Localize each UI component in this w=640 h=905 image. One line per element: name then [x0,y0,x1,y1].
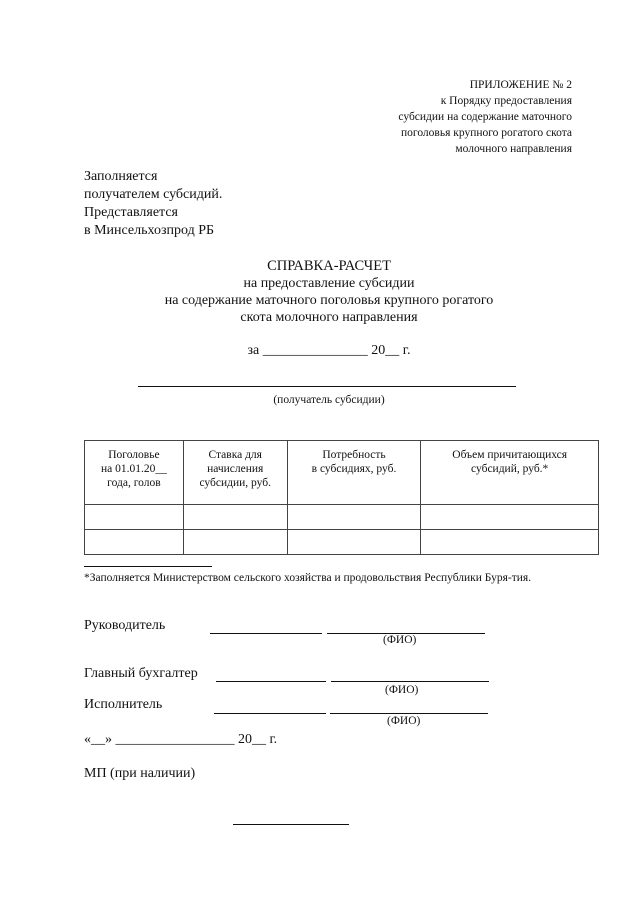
title-line: на предоставление субсидии [243,276,415,291]
title-line: скота молочного направления [240,310,418,325]
fio-caption: (ФИО) [383,634,417,646]
stamp-signature-field[interactable] [233,824,349,825]
appendix-line: субсидии на содержание маточного [398,111,572,123]
filler-note [84,168,222,240]
header-line: на 01.01.20__ [100,463,167,475]
calculation-table [84,440,599,555]
table-row [85,505,599,530]
stamp-label: МП (при наличии) [84,766,196,781]
executor-name-field[interactable] [330,713,488,714]
header-line: начисления [207,463,264,475]
filler-line: Заполняется [84,169,158,184]
document-title [84,258,574,326]
table-cell[interactable] [183,505,287,530]
header-amount [421,441,599,505]
date-line: «__» _________________ 20__ г. [84,732,278,747]
table-cell[interactable] [287,530,421,555]
title-line: на содержание маточного поголовья крупного рогатого [164,293,494,308]
appendix-header [398,77,572,157]
table-cell[interactable] [287,505,421,530]
executor-label: Исполнитель [84,697,163,712]
head-signature-field[interactable] [210,633,322,634]
appendix-line: молочного направления [455,143,572,155]
header-line: Ставка для [208,449,262,461]
header-line: субсидий, руб.* [471,463,549,475]
header-rate [183,441,287,505]
executor-signature-field[interactable] [214,713,326,714]
recipient-caption: (получатель субсидии) [273,394,385,406]
table-cell[interactable] [421,505,599,530]
header-livestock [85,441,184,505]
footnote: *Заполняется Министерством сельского хозяйства и продовольствия Республики Буря-тия. [84,572,532,584]
fio-caption: (ФИО) [385,684,419,696]
table-cell[interactable] [85,505,184,530]
header-need [287,441,421,505]
appendix-line: ПРИЛОЖЕНИЕ № 2 [469,79,572,91]
period-line: за _______________ 20__ г. [247,343,411,358]
table-cell[interactable] [183,530,287,555]
recipient-field[interactable] [138,386,516,387]
header-line: года, голов [107,477,161,489]
table-cell[interactable] [85,530,184,555]
accountant-label: Главный бухгалтер [84,666,198,681]
title-main: СПРАВКА-РАСЧЕТ [267,258,391,274]
appendix-line: поголовья крупного рогатого скота [401,127,572,139]
header-line: Поголовье [108,449,160,461]
filler-line: в Минсельхозпрод РБ [84,223,215,238]
header-line: субсидии, руб. [199,477,271,489]
filler-line: Представляется [84,205,178,220]
header-line: Потребность [322,449,386,461]
footnote-divider [84,566,212,567]
accountant-name-field[interactable] [331,681,489,682]
filler-line: получателем субсидий. [84,187,223,202]
table-cell[interactable] [421,530,599,555]
header-line: Объем причитающихся [452,449,568,461]
table-row [85,530,599,555]
fio-caption: (ФИО) [387,715,421,727]
header-line: в субсидиях, руб. [311,463,397,475]
head-label: Руководитель [84,618,166,633]
accountant-signature-field[interactable] [216,681,326,682]
appendix-line: к Порядку предоставления [440,95,572,107]
table-header-row [85,441,599,505]
